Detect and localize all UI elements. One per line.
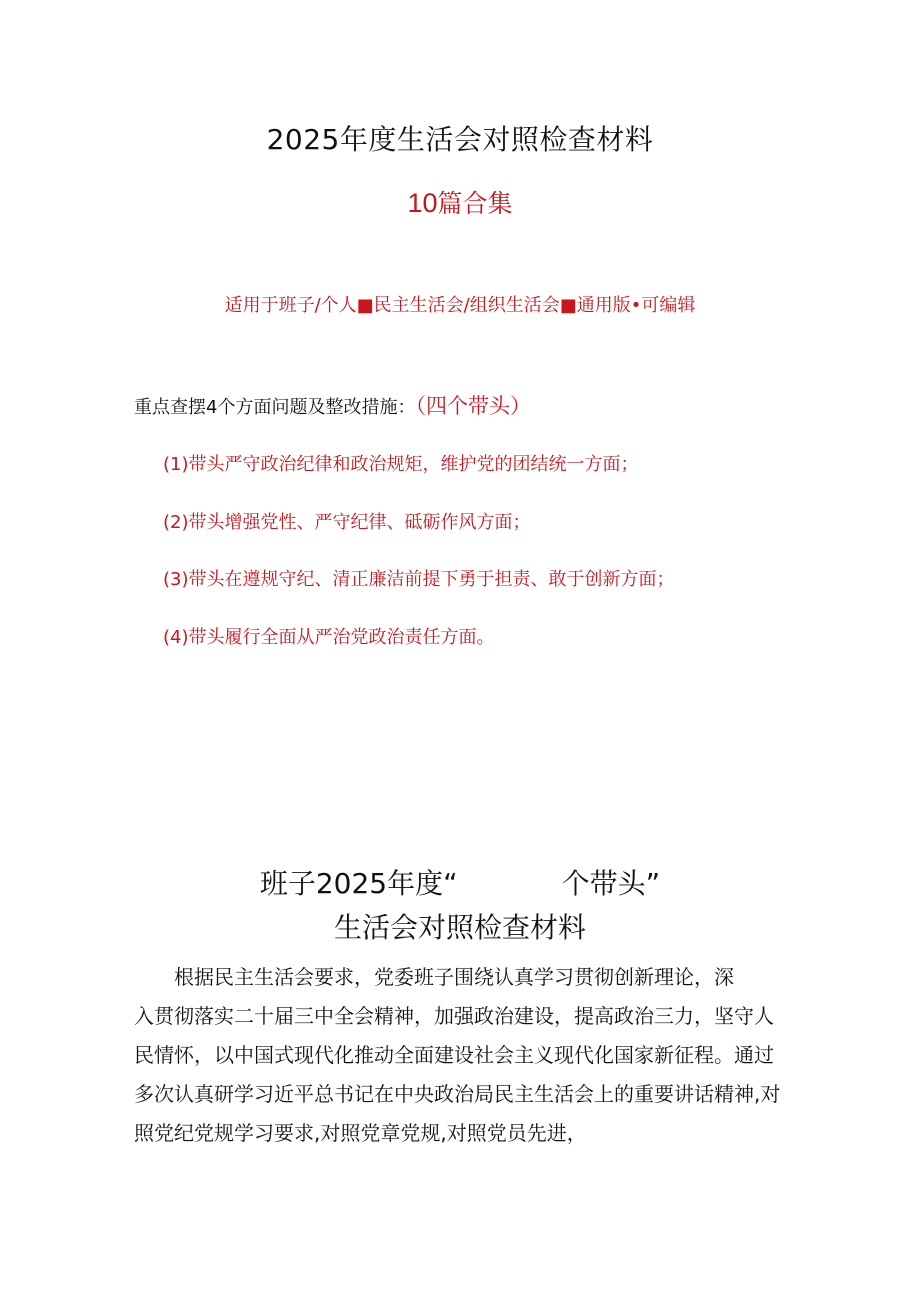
focus-item-2: (2)带头增强党性、严守纪律、砥砺作风方面； (163, 512, 531, 533)
focus-heading (134, 390, 531, 420)
subtitle-text: 篇合集 (437, 189, 513, 218)
focus-item-3: (3)带头在遵规守纪、清正廉洁前提下勇于担责、敢于创新方面； (163, 569, 675, 590)
cover-title: 2025年度生活会对照检查材料 (266, 123, 654, 156)
body-paragraph (134, 958, 794, 1153)
focus-item-1: (1)带头严守政治纪律和政治规矩，维护党的团结统一方面； (163, 454, 639, 475)
subtitle-number: 10 (407, 188, 438, 218)
body-line: 民情怀，以中国式现代化推动全面建设社会主义现代化国家新征程。通过 (134, 1043, 774, 1067)
body-line: 根据民主生活会要求，党委班子围绕认真学习贯彻创新理论，深 (134, 965, 734, 989)
section-heading-line1 (0, 862, 920, 902)
heading-left: 班子2025年度“ (259, 867, 458, 900)
body-line: 多次认真研学习近平总书记在中央政治局民主生活会上的重要讲话精神,对 (134, 1082, 781, 1106)
section-heading-line2: 生活会对照检查材料 (333, 911, 586, 944)
focus-item-4: (4)带头履行全面从严治党政治责任方面。 (163, 627, 495, 648)
heading-right: 个带头” (561, 867, 661, 900)
body-line: 入贯彻落实二十届三中全会精神，加强政治建设，提高政治三力，坚守人 (134, 1004, 774, 1028)
cover-subtitle (0, 184, 920, 220)
focus-label: 重点查摆4个方面问题及整改措施： (134, 397, 416, 418)
focus-paren: （四个带头） (415, 394, 531, 418)
body-line: 照党纪党规学习要求,对照党章党规,对照党员先进， (134, 1121, 587, 1145)
scope-line: 适用于班子/个人■民主生活会/组织生活会■通用版•可编辑 (224, 295, 696, 316)
